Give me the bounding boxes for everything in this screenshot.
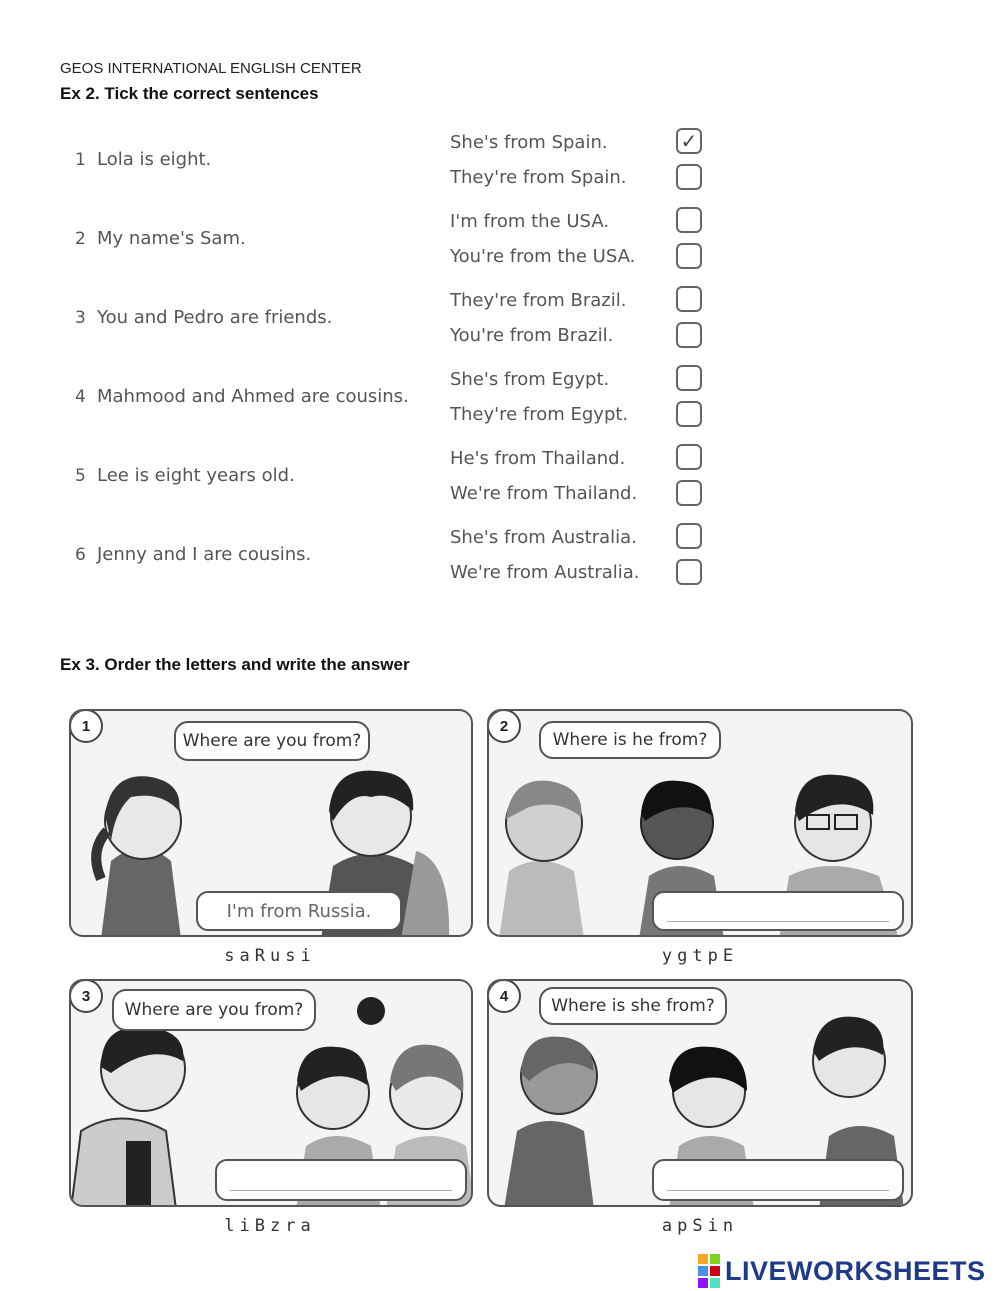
option-b-text: They're from Spain. [450,167,627,188]
comic-panel-2 [487,709,913,937]
speech-bubble: Where is he from? [539,721,721,759]
question-number: 3 [75,308,86,328]
option-b-text: You're from the USA. [450,246,636,267]
scrambled-letters-2: ygtpE [661,946,739,966]
option-a-checkbox[interactable] [676,523,702,549]
logo-mark-icon [698,1254,720,1288]
question-text: Mahmood and Ahmed are cousins. [97,386,409,407]
question-number: 2 [75,229,86,249]
panel-number: 2 [487,709,521,743]
question-text: Lola is eight. [97,149,212,170]
option-b-checkbox[interactable] [676,480,702,506]
question-row-6 [0,523,1000,601]
option-b-checkbox[interactable] [676,164,702,190]
speech-bubble: Where is she from? [539,987,727,1025]
scrambled-letters-1: saRusi [224,946,316,966]
option-b-checkbox[interactable] [676,322,702,348]
option-a-text: She's from Spain. [450,132,608,153]
question-text: You and Pedro are friends. [97,307,333,328]
question-number: 6 [75,545,86,565]
option-a-text: I'm from the USA. [450,211,610,232]
panel-number: 4 [487,979,521,1013]
answer-input[interactable] [230,1169,452,1191]
exercise-2-title: Ex 2. Tick the correct sentences [60,84,319,103]
panel-number: 1 [69,709,103,743]
panel-number: 3 [69,979,103,1013]
scrambled-letters-4: apSin [661,1216,739,1236]
option-a-checkbox[interactable] [676,286,702,312]
question-row-3 [0,286,1000,364]
question-text: Jenny and I are cousins. [97,544,312,565]
question-row-1 [0,128,1000,206]
answer-field-4[interactable] [652,1159,904,1201]
option-a-text: She's from Australia. [450,527,637,548]
option-b-checkbox[interactable] [676,559,702,585]
option-a-checkbox[interactable] [676,444,702,470]
liveworksheets-logo [698,1254,986,1288]
school-name: GEOS INTERNATIONAL ENGLISH CENTER [60,60,362,77]
scrambled-letters-3: liBzra [224,1216,316,1236]
speech-bubble: Where are you from? [174,721,370,761]
question-number: 1 [75,150,86,170]
answer-field-3[interactable] [215,1159,467,1201]
option-b-checkbox[interactable] [676,401,702,427]
question-row-5 [0,444,1000,522]
option-a-checkbox[interactable] [676,207,702,233]
option-a-text: She's from Egypt. [450,369,610,390]
question-text: Lee is eight years old. [97,465,295,486]
answer-field-2[interactable] [652,891,904,931]
option-b-checkbox[interactable] [676,243,702,269]
option-b-text: We're from Thailand. [450,483,638,504]
option-b-text: We're from Australia. [450,562,640,583]
comic-panel-1 [69,709,473,937]
comic-panel-4 [487,979,913,1207]
option-a-checkbox[interactable]: ✓ [676,128,702,154]
comic-panel-3 [69,979,473,1207]
option-b-text: They're from Egypt. [450,404,629,425]
answer-input[interactable] [667,900,889,922]
logo-text: LIVEWORKSHEETS [725,1255,986,1286]
question-number: 4 [75,387,86,407]
option-a-checkbox[interactable] [676,365,702,391]
option-b-text: You're from Brazil. [450,325,614,346]
option-a-text: They're from Brazil. [450,290,627,311]
question-row-4 [0,365,1000,443]
question-number: 5 [75,466,86,486]
speech-bubble: Where are you from? [112,989,316,1031]
question-text: My name's Sam. [97,228,246,249]
question-row-2 [0,207,1000,285]
answer-example: I'm from Russia. [196,891,402,931]
answer-input[interactable] [667,1169,889,1191]
exercise-3-title: Ex 3. Order the letters and write the answer [60,655,410,674]
option-a-text: He's from Thailand. [450,448,626,469]
